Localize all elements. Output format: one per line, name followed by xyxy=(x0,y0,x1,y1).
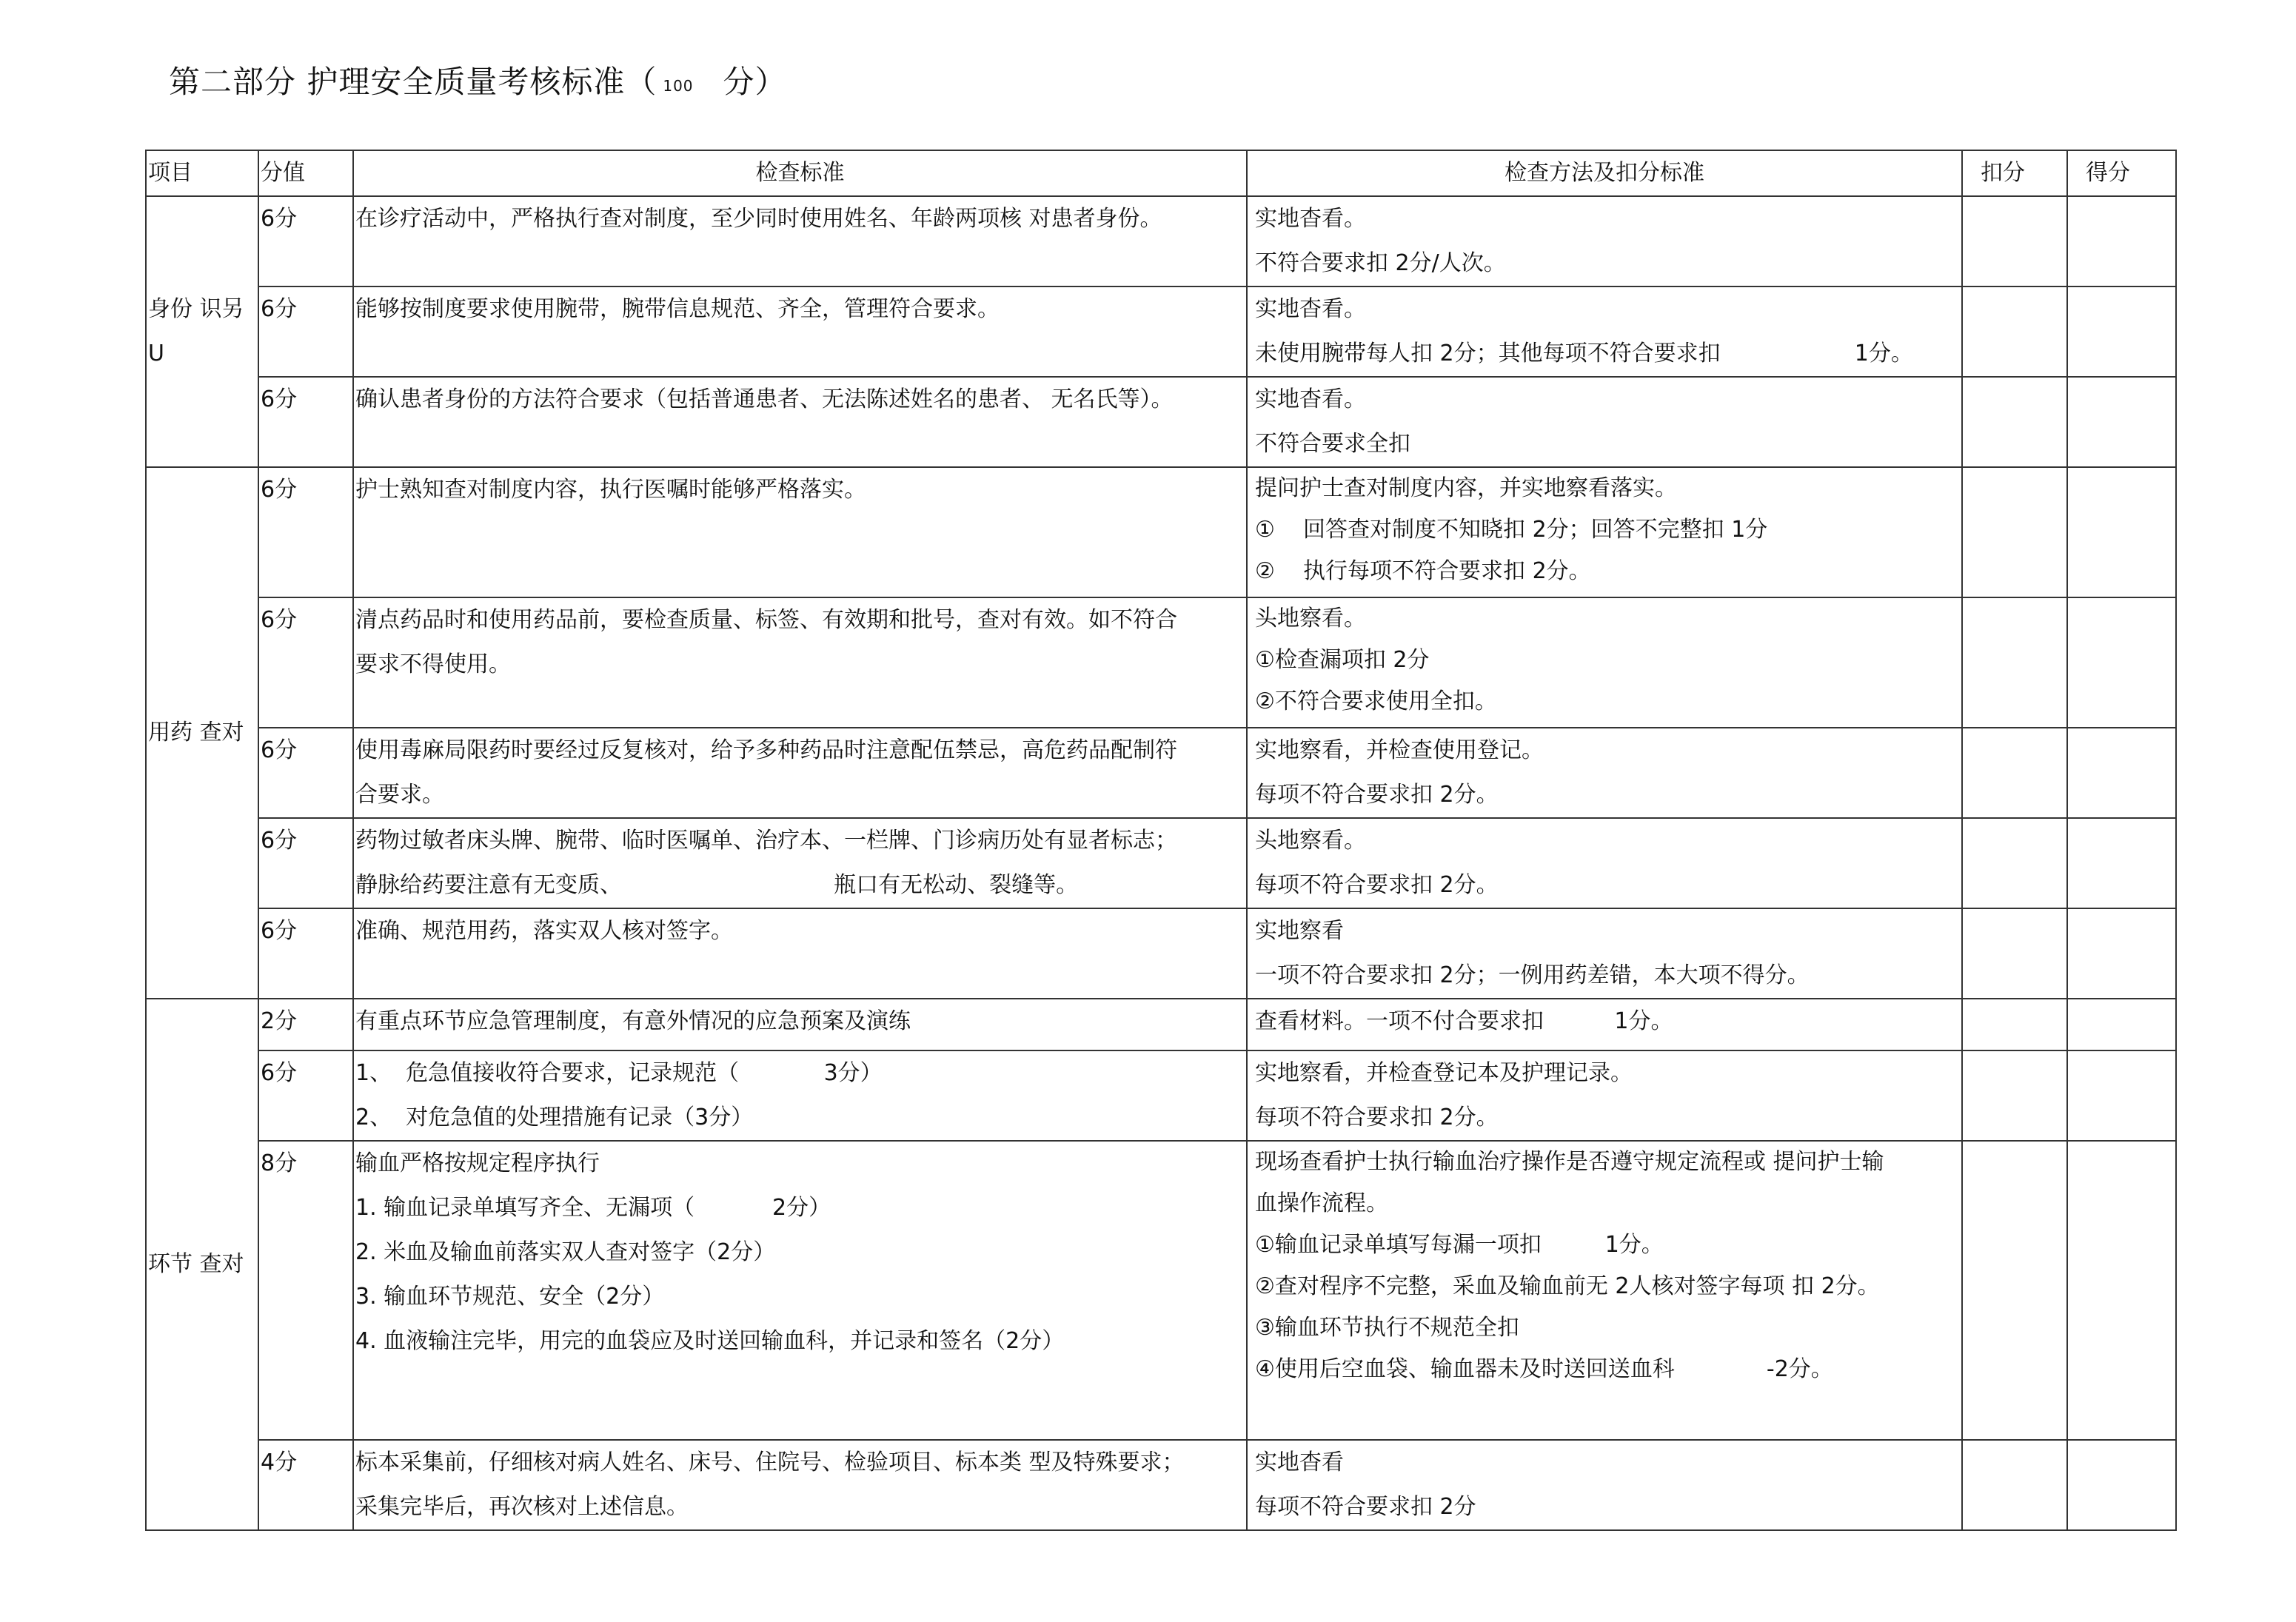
row-standard xyxy=(353,1050,1247,1141)
row-method xyxy=(1247,196,1962,286)
method-line: ① 回答查对制度不知晓扣 2分；回答不完整扣 1分 xyxy=(1255,517,1768,543)
standard-line: 准确、规范用药，落实双人核对签字。 xyxy=(355,918,733,944)
row-standard xyxy=(353,467,1247,597)
row-method xyxy=(1247,999,1962,1050)
method-line: 头地察看。 xyxy=(1255,828,1366,854)
row-method xyxy=(1247,1141,1962,1440)
table-row xyxy=(146,999,2176,1050)
category-link: 环节 查对 xyxy=(146,999,258,1530)
standard-line: 2. 米血及输血前落实双人查对签字（2分） xyxy=(355,1239,776,1265)
table-row xyxy=(146,908,2176,999)
row-method xyxy=(1247,286,1962,377)
row-method xyxy=(1247,1440,1962,1530)
method-line: ①输血记录单填写每漏一项扣 1分。 xyxy=(1255,1232,1664,1258)
header-get: 得分 xyxy=(2067,150,2176,196)
row-standard xyxy=(353,818,1247,908)
standard-line: 合要求。 xyxy=(355,782,444,808)
method-line: 每项不符合要求扣 2分。 xyxy=(1255,782,1499,808)
method-line: 每项不符合要求扣 2分。 xyxy=(1255,1105,1499,1130)
category-identity: 身份 识另U xyxy=(146,196,258,467)
row-score: 6分 xyxy=(258,908,353,999)
table-row xyxy=(146,286,2176,377)
method-line: 实地杳看 xyxy=(1255,1450,1344,1475)
method-line: 实地杳看。 xyxy=(1255,206,1366,232)
row-standard xyxy=(353,1440,1247,1530)
standard-line: 护士熟知查对制度内容，执行医嘱时能够严格落实。 xyxy=(355,477,866,503)
title-score: 100 xyxy=(663,77,694,95)
row-standard xyxy=(353,908,1247,999)
row-standard xyxy=(353,286,1247,377)
deduct-cell[interactable] xyxy=(1962,1141,2067,1440)
standard-line: 采集完毕后，再次核对上述信息。 xyxy=(355,1494,689,1520)
standard-line: 清点药品时和使用药品前，要检查质量、标签、有效期和批号，查对有效。如不符合 xyxy=(355,607,1177,633)
standard-line: 确认患者身份的方法符合要求（包括普通患者、无法陈述姓名的患者、 无名氏等）。 xyxy=(355,386,1174,412)
row-standard xyxy=(353,1141,1247,1440)
deduct-cell[interactable] xyxy=(1962,286,2067,377)
row-score: 6分 xyxy=(258,196,353,286)
score-cell[interactable] xyxy=(2067,999,2176,1050)
row-method xyxy=(1247,377,1962,467)
table-header-row xyxy=(146,150,2176,196)
method-line: ②查对程序不完整，采血及输血前无 2人核对签字每项 扣 2分。 xyxy=(1255,1273,1880,1299)
row-method xyxy=(1247,908,1962,999)
row-method xyxy=(1247,597,1962,728)
row-score: 6分 xyxy=(258,1050,353,1141)
method-line: ①检查漏项扣 2分 xyxy=(1255,647,1430,673)
header-deduct: 扣分 xyxy=(1962,150,2067,196)
method-line: 未使用腕带每人扣 2分；其他每项不符合要求扣 1分。 xyxy=(1255,341,1913,366)
table-row xyxy=(146,597,2176,728)
row-method xyxy=(1247,728,1962,818)
table-row xyxy=(146,1440,2176,1530)
category-medication: 用药 查对 xyxy=(146,467,258,999)
header-item: 项目 xyxy=(146,150,258,196)
standard-line: 3. 输血环节规范、安全（2分） xyxy=(355,1284,665,1310)
deduct-cell[interactable] xyxy=(1962,377,2067,467)
deduct-cell[interactable] xyxy=(1962,1440,2067,1530)
standard-line: 4. 血液输注完毕，用完的血袋应及时送回输血科，并记录和签名（2分） xyxy=(355,1328,1065,1354)
method-line: ③输血环节执行不规范全扣 xyxy=(1255,1315,1519,1341)
row-score: 4分 xyxy=(258,1440,353,1530)
row-score: 6分 xyxy=(258,377,353,467)
method-line: 实地察看，并检查登记本及护理记录。 xyxy=(1255,1060,1633,1086)
standard-line: 1. 输血记录单填写齐全、无漏项（ 2分） xyxy=(355,1195,831,1221)
method-line: 现场查看护士执行输血治疗操作是否遵守规定流程或 提问护士输 xyxy=(1255,1149,1884,1175)
row-standard xyxy=(353,196,1247,286)
standard-line: 2、 对危急值的处理措施有记录（3分） xyxy=(355,1105,754,1130)
row-score: 6分 xyxy=(258,818,353,908)
method-line: ② 执行每项不符合要求扣 2分。 xyxy=(1255,558,1591,584)
title-unit: 分） xyxy=(723,64,787,100)
score-cell[interactable] xyxy=(2067,196,2176,286)
deduct-cell[interactable] xyxy=(1962,728,2067,818)
deduct-cell[interactable] xyxy=(1962,467,2067,597)
deduct-cell[interactable] xyxy=(1962,999,2067,1050)
row-score: 6分 xyxy=(258,286,353,377)
table-row xyxy=(146,196,2176,286)
method-line: 实地杳看。 xyxy=(1255,296,1366,322)
row-standard xyxy=(353,377,1247,467)
assessment-table xyxy=(145,150,2177,1531)
score-cell[interactable] xyxy=(2067,1440,2176,1530)
method-line: 血操作流程。 xyxy=(1255,1190,1388,1216)
score-cell[interactable] xyxy=(2067,597,2176,728)
score-cell[interactable] xyxy=(2067,1050,2176,1141)
method-line: 实地杳看。 xyxy=(1255,386,1366,412)
method-line: ②不符合要求使用全扣。 xyxy=(1255,688,1497,714)
method-line: 不符合要求扣 2分/人次。 xyxy=(1255,250,1506,276)
row-score: 2分 xyxy=(258,999,353,1050)
deduct-cell[interactable] xyxy=(1962,597,2067,728)
standard-line: 使用毒麻局限药时要经过反复核对，给予多种药品时注意配伍禁忌，高危药品配制符 xyxy=(355,737,1177,763)
page-title xyxy=(169,58,787,102)
table-row xyxy=(146,1141,2176,1440)
deduct-cell[interactable] xyxy=(1962,818,2067,908)
score-cell[interactable] xyxy=(2067,818,2176,908)
standard-line: 静脉给药要注意有无变质、 瓶口有无松动、裂缝等。 xyxy=(355,872,1079,898)
method-line: 每项不符合要求扣 2分。 xyxy=(1255,872,1499,898)
standard-line: 能够按制度要求使用腕带，腕带信息规范、齐全，管理符合要求。 xyxy=(355,296,1000,322)
score-cell[interactable] xyxy=(2067,1141,2176,1440)
row-score: 8分 xyxy=(258,1141,353,1440)
score-cell[interactable] xyxy=(2067,286,2176,377)
table-row xyxy=(146,467,2176,597)
standard-line: 1、 危急值接收符合要求，记录规范（ 3分） xyxy=(355,1060,883,1086)
method-line: ④使用后空血袋、输血器未及时送回送血科 -2分。 xyxy=(1255,1356,1833,1382)
score-cell[interactable] xyxy=(2067,377,2176,467)
score-cell[interactable] xyxy=(2067,467,2176,597)
row-method xyxy=(1247,818,1962,908)
method-line: 提问护士查对制度内容，并实地察看落实。 xyxy=(1255,475,1677,501)
deduct-cell[interactable] xyxy=(1962,908,2067,999)
method-line: 每项不符合要求扣 2分 xyxy=(1255,1494,1476,1520)
row-score: 6分 xyxy=(258,467,353,597)
table-body xyxy=(146,196,2176,1530)
method-line: 不符合要求全扣 xyxy=(1255,431,1410,457)
score-cell[interactable] xyxy=(2067,728,2176,818)
method-line: 一项不符合要求扣 2分；一例用药差错，本大项不得分。 xyxy=(1255,962,1810,988)
table-row xyxy=(146,1050,2176,1141)
standard-line: 要求不得使用。 xyxy=(355,651,511,677)
standard-line: 输血严格按规定程序执行 xyxy=(355,1150,600,1176)
deduct-cell[interactable] xyxy=(1962,196,2067,286)
title-main: 第二部分 护理安全质量考核标准（ xyxy=(169,64,657,100)
standard-line: 有重点环节应急管理制度，有意外情况的应急预案及演练 xyxy=(355,1008,911,1034)
deduct-cell[interactable] xyxy=(1962,1050,2067,1141)
header-score: 分值 xyxy=(258,150,353,196)
method-line: 实地察看，并检查使用登记。 xyxy=(1255,737,1544,763)
row-method xyxy=(1247,467,1962,597)
row-score: 6分 xyxy=(258,597,353,728)
method-line: 实地察看 xyxy=(1255,918,1344,944)
standard-line: 药物过敏者床头牌、腕带、临时医嘱单、治疗本、一栏牌、门诊病历处有显者标志； xyxy=(355,828,1177,854)
score-cell[interactable] xyxy=(2067,908,2176,999)
row-standard xyxy=(353,728,1247,818)
header-method: 检查方法及扣分标准 xyxy=(1247,150,1962,196)
standard-line: 标本采集前，仔细核对病人姓名、床号、住院号、检验项目、标本类 型及特殊要求； xyxy=(355,1450,1185,1475)
row-score: 6分 xyxy=(258,728,353,818)
table-row xyxy=(146,377,2176,467)
method-line: 头地察看。 xyxy=(1255,606,1366,631)
header-standard: 检查标准 xyxy=(353,150,1247,196)
row-method xyxy=(1247,1050,1962,1141)
table-row xyxy=(146,818,2176,908)
table-row xyxy=(146,728,2176,818)
row-standard xyxy=(353,597,1247,728)
row-standard xyxy=(353,999,1247,1050)
method-line: 查看材料。一项不付合要求扣 1分。 xyxy=(1255,1008,1673,1034)
standard-line: 在诊疗活动中，严格执行查对制度，至少同时使用姓名、年龄两项核 对患者身份。 xyxy=(355,206,1162,232)
